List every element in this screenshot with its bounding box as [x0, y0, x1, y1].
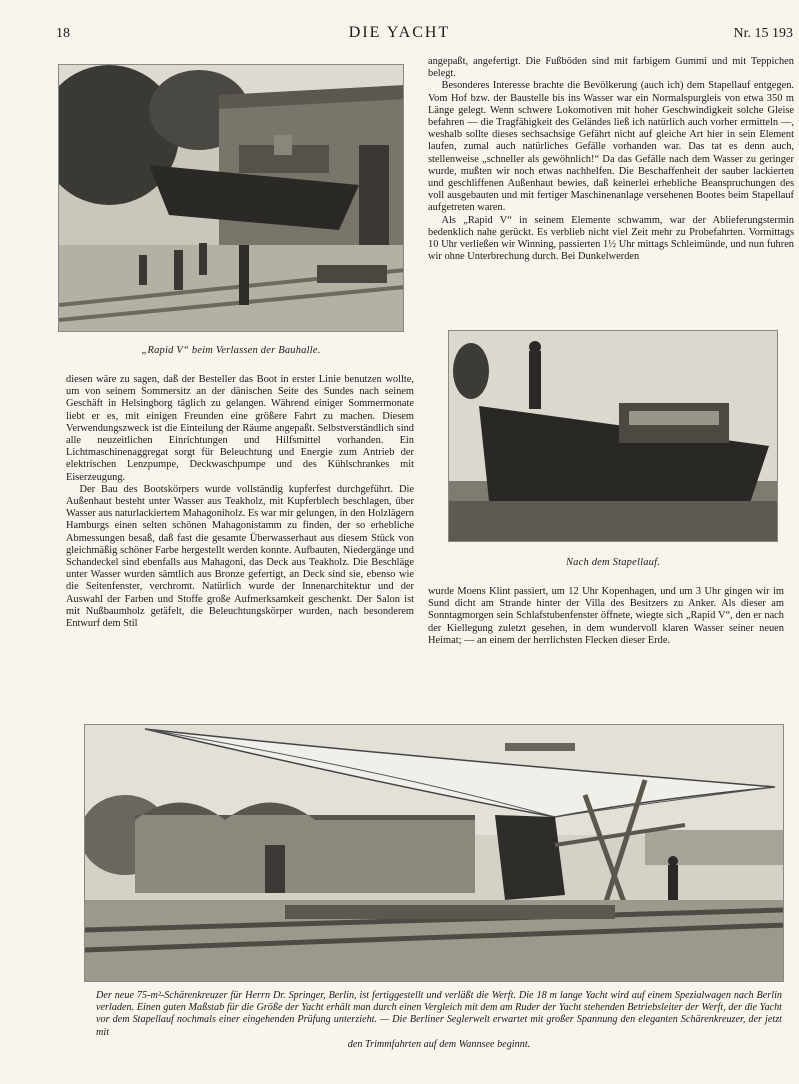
text-column-left-middle: [66, 374, 414, 672]
photo-boat-leaving-hall: [58, 64, 404, 332]
paragraph: wurde Moens Klint passiert, um 12 Uhr Kopenhagen, und um 3 Uhr gingen wir im Sund dicht am Strande hinter der Villa des Besitzers zu Anker. Als dieser am Sonntagmorgen sein Schlafstubenfenster öffnete, wiegte sich „Rapid V“, den er nach der Kiellegung zuletzt gesehen, in dem wundervoll klaren Wasser seiner neuen Heimat; — an einem der herrlichsten Flecken dieser Erde.: [428, 586, 784, 646]
photo-after-launch: [448, 330, 778, 542]
issue-number: Nr. 15 193: [733, 26, 793, 41]
photo-schaerenkreuzer-image: [85, 725, 784, 982]
text-column-right-top: [428, 56, 794, 324]
paragraph: angepaßt, angefertigt. Die Fußböden sind mit farbigem Gummi und mit Teppichen belegt.: [428, 56, 794, 80]
caption-schaerenkreuzer-last-line: den Trimmfahrten auf dem Wannsee beginnt.: [347, 1038, 531, 1050]
caption-after-launch: Nach dem Stapellauf.: [565, 557, 661, 568]
paragraph: Besonderes Interesse brachte die Bevölkerung (auch ich) dem Stapellauf entgegen. Vom Hof bzw. der Baustelle bis ins Wasser war ein Normalspurgleis von etwa 350 m Länge gelegt. Wenn schwere Lokomotiven mit hoher Geschwindigkeit solche Gleise befahren — die Tragfähigkeit des Geländes ließ ich natürlich auch vorher ermitteln —, weshalb sollte dieses sechsachsige Gefährt nicht auf gleiche Art hier in sein Element laufen, zumal auch natürliches Gefälle vorhanden war. Das tat es denn auch, stellenweise „schneller als gewöhnlich!“ Da das Gefälle nach dem Wasser zu geringer wurde, mußten wir noch etwas nachhelfen. Die Beschaffenheit der sauber lackierten und geschliffenen Außenhaut bewies, daß keinerlei erhebliche Beanspruchungen des voll ausgebauten und mit fertiger Maschinenanlage versehenen Bootes beim Stapellauf aufgetreten waren.: [428, 80, 794, 214]
paragraph: Als „Rapid V“ in seinem Elemente schwamm, war der Ablieferungstermin bedenklich nahe gerückt. Es verblieb nicht viel Zeit mehr zu Probefahrten. Vormittags 10 Uhr verließen wir Winning, passierten 1½ Uhr mittags Schleimünde, und nun fuhren wir ohne Unterbrechung durch. Bei Dunkelwerden: [428, 214, 794, 263]
page-header: [0, 22, 799, 46]
caption-schaerenkreuzer-text: Der neue 75-m²-Schärenkreuzer für Herrn Dr. Springer, Berlin, ist fertiggestellt und verläßt die Werft. Die 18 m lange Yacht wird auf einem Spezialwagen nach Berlin verladen. Einen guten Maßstab für die Größe der Yacht erhält man durch einen Vergleich mit dem am Ruder der Yacht stehenden Betriebsleiter der Werft, der die Yacht vor dem Stapellauf nochmals einer eingehenden Prüfung unterzieht. — Die Berliner Seglerwelt erwartet mit großer Spannung den eleganten Schärenkreuzer, der jetzt mit: [96, 990, 782, 1038]
paragraph: diesen wäre zu sagen, daß der Besteller das Boot in erster Linie benutzen wollte, um von seinem Sommersitz an der dänischen Seite des Sundes nach seinem Geschäft in Helsingborg täglich zu gelangen. Während einiger Sommermonate liebt er es, mit einigen Freunden eine größere Fahrt zu machen. Diesem Verwendungszweck ist die Einteilung der Räume angepaßt. Selbstverständlich sind alle neuzeitlichen Einrichtungen und Hilfsmittel vorhanden. Ein Lichtmaschinenaggregat sorgt für Beleuchtung und Energie zum Antrieb der elektrischen Lenzpumpe, Deckwaschpumpe und des Kühlschrankes mit Eiserzeugung.: [66, 374, 414, 483]
publication-title: DIE YACHT: [348, 24, 451, 41]
caption-schaerenkreuzer: [96, 990, 782, 1051]
photo-after-launch-image: [449, 331, 778, 542]
photo-schaerenkreuzer: [84, 724, 784, 982]
text-column-right-middle: [428, 586, 784, 674]
photo-boat-leaving-hall-image: [59, 65, 404, 332]
caption-boat-leaving-hall: „Rapid V“ beim Verlassen der Bauhalle.: [141, 345, 321, 356]
paragraph: Der Bau des Bootskörpers wurde vollständig kupferfest durchgeführt. Die Außenhaut besteht unter Wasser aus Teakholz, mit Kupferblech beschlagen, über Wasser aus naturlackiertem Mahagoniholz. Es war mir gelungen, in den Holzlägern Hamburgs einen selten schönen Mahagonistamm zu finden, der so erhebliche Abmessungen besaß, daß fast die gesamte Überwasserhaut aus diesem Stück von gleichmäßig schöner Farbe hergestellt werden konnte. Aufbauten, Niedergänge und Schandeckel sind ebenfalls aus Mahagoni, das Deck aus Teakholz. Die Beschläge unter Wasser wurden sämtlich aus Bronze gefertigt, an Deck sind sie, ebenso wie die Seitenfenster, verchromt. Natürlich wurde der Innenarchitektur und der Auswahl der Farben und Stoffe große Aufmerksamkeit geschenkt. Der Salon ist mit Nußbaumholz getäfelt, die Beleuchtungskörper wurden, nach besonderem Entwurf dem Stil: [66, 483, 414, 630]
page-number: 18: [56, 26, 70, 41]
